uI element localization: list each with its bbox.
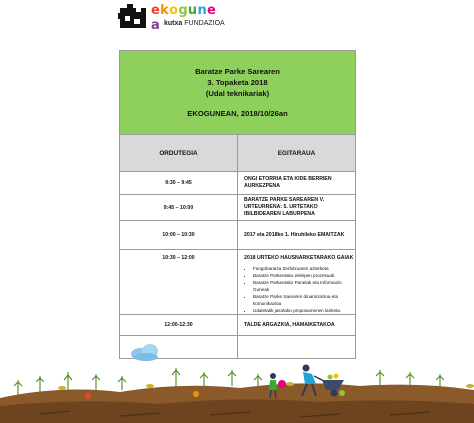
row-agenda <box>238 195 356 221</box>
row-time: 10:00 – 10:30 <box>120 221 238 250</box>
logo-subtitle <box>164 20 225 27</box>
logo-letter: e <box>151 3 161 18</box>
logo-letter: n <box>197 3 208 18</box>
table-row <box>120 221 356 250</box>
row-agenda <box>238 315 356 336</box>
table-row <box>120 195 356 221</box>
agenda-line: IBILBIDEAREN LABURPENA <box>244 211 315 217</box>
agenda-bullet: • Baratze Parke Sarearen dinamizazioa eta komunikazioa <box>253 293 355 307</box>
logo-letter: o <box>169 3 179 18</box>
agenda-line: 2018 URTEKO HAUSNARKETARAKO GAIAK <box>244 255 354 261</box>
header-place-date: EKOGUNEAN, 2018/10/26an <box>187 109 288 118</box>
row-agenda <box>238 221 356 250</box>
column-header-agenda: EGITARAUA <box>238 135 356 172</box>
row-agenda <box>238 172 356 195</box>
agenda-line: TALDE ARGAZKIA, HAMAIKETAKOA <box>244 321 335 328</box>
logo-letter: a <box>151 18 161 33</box>
header-line-2: 3. Topaketa 2018 <box>207 78 268 87</box>
row-agenda <box>238 250 356 315</box>
row-time: 10:30 – 12:00 <box>120 250 238 315</box>
row-time: 12:00-12:30 <box>120 315 238 336</box>
garden-illustration <box>0 340 474 423</box>
header-line-1: Baratze Parke Sarearen <box>195 67 280 76</box>
program-header <box>120 51 356 135</box>
table-row <box>120 315 356 336</box>
row-time: 9:30 – 9:45 <box>120 172 238 195</box>
logo-letter: k <box>160 3 170 18</box>
table-row <box>120 172 356 195</box>
agenda-bullet: • Fungobaratza Zerbitzuaren azterketa <box>253 265 355 272</box>
agenda-bullet-list <box>244 265 355 314</box>
soil-icon <box>0 383 474 423</box>
ekogunea-logo <box>118 3 225 33</box>
agenda-line: BARATZE PARKE SAREAREN V. URTEURRENA: 5. URTETAKO <box>244 197 325 210</box>
logo-letter: e <box>207 3 217 18</box>
logo-brand: kutxa <box>164 20 183 27</box>
agenda-bullet: • Baratze Parkeetako esleipen prozesuak. <box>253 272 355 279</box>
agenda-line: ONGI ETORRIA ETA KIDE BERRIEN AURKEZPENA <box>244 176 332 189</box>
logo-wordmark <box>151 3 218 33</box>
row-time: 9:45 – 10:00 <box>120 195 238 221</box>
logo-letter: g <box>178 3 188 18</box>
column-header-time: ORDUTEGIA <box>120 135 238 172</box>
logo-letter: u <box>187 3 198 18</box>
table-row <box>120 250 356 315</box>
kutxa-fundazioa-logo-icon <box>118 4 148 30</box>
agenda-bullet: • Udaletatik jasotako proposamenen lanketa. <box>253 307 355 314</box>
program-table <box>119 50 356 359</box>
agenda-bullet: • Baratze Parkeetako Panelak eta Informazio Guneak <box>253 279 355 293</box>
cloud-icon <box>131 344 158 361</box>
header-line-3: (Udal teknikariak) <box>205 89 270 98</box>
logo-sub: FUNDAZIOA <box>184 20 225 27</box>
agenda-line: 2017 eta 2018ko 1. Hiruhileko EMAITZAK <box>244 231 345 238</box>
